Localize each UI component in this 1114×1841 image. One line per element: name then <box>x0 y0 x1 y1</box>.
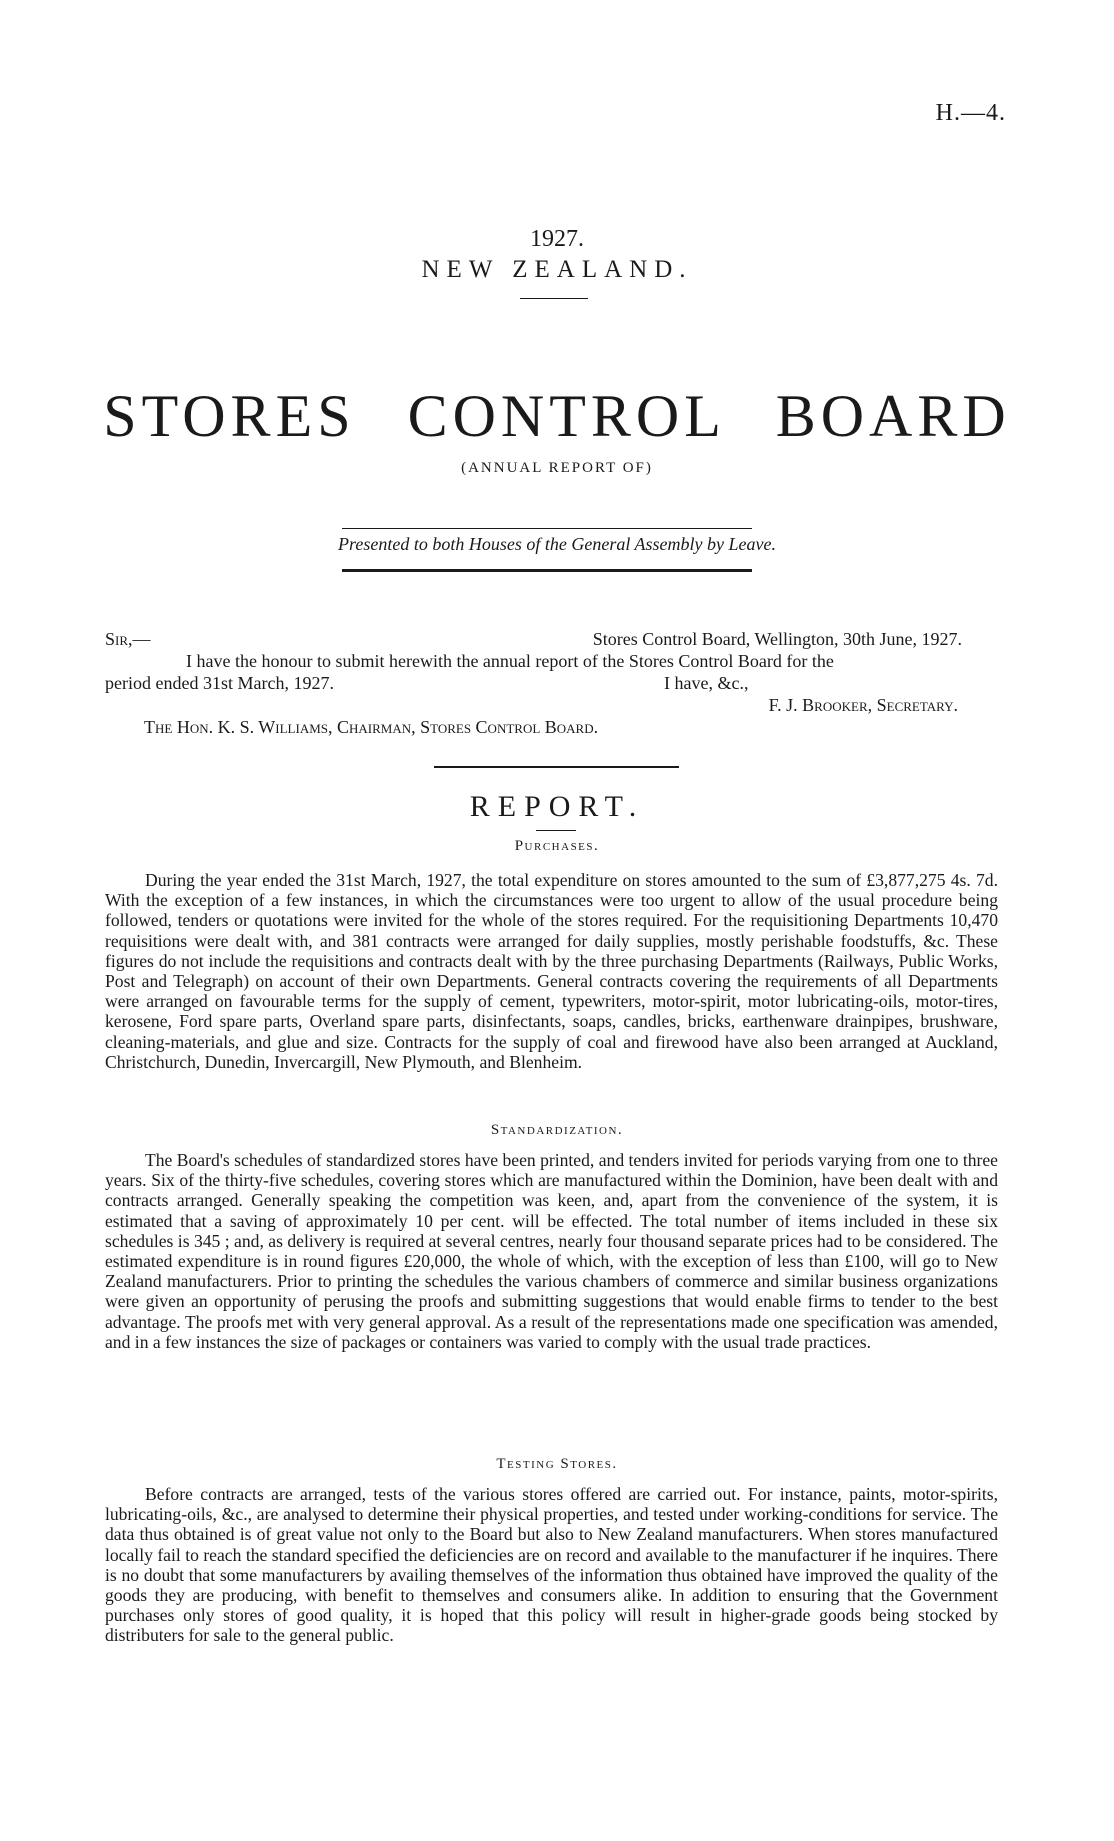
section-body-purchases: During the year ended the 31st March, 1927, the total expenditure on stores amounted to the sum of £3,877,275 4s. 7d. With the exception of a few instances, in which the circumstances were too urgent to allow of the usual procedure being followed, tenders or quotations were invited for the whole of the stores required. For the requisitioning Departments 10,470 requisitions were dealt with, and 381 contracts were arranged for daily supplies, mostly perishable foodstuffs, &c. These figures do not include the requisitions and contracts dealt with by the three purchasing Departments (Railways, Public Works, Post and Telegraph) on account of their own Departments. General contracts covering the requirements of all Departments were arranged on favourable terms for the supply of cement, typewriters, motor-spirit, motor lubricating-oils, motor-tires, kerosene, Ford spare parts, Overland spare parts, disinfectants, soaps, candles, bricks, earthenware drainpipes, brushware, cleaning-materials, and glue and size. Contracts for the supply of coal and firewood have also been arranged at Auckland, Christchurch, Dunedin, Invercargill, New Plymouth, and Blenheim. <box>105 870 998 1072</box>
presented-top-rule <box>342 528 752 529</box>
letter-closing: I have, &c., <box>664 673 749 693</box>
letter-body-line-2: period ended 31st March, 1927. <box>105 673 334 693</box>
report-year: 1927. <box>530 226 584 252</box>
letter-signature: F. J. Brooker, Secretary. <box>768 695 958 715</box>
short-divider <box>520 298 588 299</box>
section-body-testing-stores: Before contracts are arranged, tests of the various stores offered are carried out. For instance, paints, motor-spirits, lubricating-oils, &c., are analysed to determine their physical properties, and tested under working-conditions for service. The data thus obtained is of great value not only to the Board but also to New Zealand manufacturers. When stores manufactured locally fail to reach the standard specified the deficiencies are on record and available to the manufacturer if he inquires. There is no doubt that some manufacturers by availing themselves of the information thus obtained have improved the quality of the goods they are producing, with benefit to themselves and consumers alike. In addition to ensuring that the Government purchases only stores of good quality, it is hoped that this policy will result in higher-grade goods being stocked by distributers for sale to the general public. <box>105 1484 998 1646</box>
document-title: STORES CONTROL BOARD <box>103 383 1011 449</box>
section-body-standardization: The Board's schedules of standardized stores have been printed, and tenders invited for periods varying from one to three years. Six of the thirty-five schedules, covering stores which are manufactured within the Dominion, have been dealt with and contracts arranged. Generally speaking the competition was keen, and, apart from the convenience of the system, it is estimated that a saving of approximately 10 per cent. will be effected. The total number of items included in these six schedules is 345 ; and, as delivery is required at several centres, nearly four thousand separate prices had to be considered. The estimated expenditure is in round figures £20,000, the whole of which, with the exception of less than £100, will go to New Zealand manufacturers. Prior to printing the schedules the various chambers of commerce and similar business organizations were given an opportunity of perusing the proofs and submitting suggestions that would enable firms to tender to the best advantage. The proofs met with very general approval. As a result of the representations made one specification was amended, and in a few instances the size of packages or containers was varied to comply with the usual trade practices. <box>105 1150 998 1352</box>
report-heading-underline <box>536 830 576 831</box>
section-heading-standardization: Standardization. <box>490 1122 624 1138</box>
section-heading-testing-stores: Testing Stores. <box>496 1456 618 1472</box>
section-heading-purchases: Purchases. <box>514 838 600 854</box>
presented-bottom-rule <box>342 569 752 572</box>
letter-salutation: Sir,— <box>105 629 151 649</box>
report-divider <box>434 766 679 768</box>
letter-address: Stores Control Board, Wellington, 30th June, 1927. <box>592 629 962 649</box>
report-heading: REPORT. <box>469 790 645 823</box>
letter-body-line-1: I have the honour to submit herewith the annual report of the Stores Control Board for the <box>186 651 834 671</box>
presented-line: Presented to both Houses of the General Assembly by Leave. <box>338 534 776 554</box>
document-subtitle: (ANNUAL REPORT OF) <box>461 460 653 476</box>
page-reference: H.—4. <box>935 100 1006 126</box>
letter-recipient: The Hon. K. S. Williams, Chairman, Stores Control Board. <box>144 717 599 737</box>
country-heading: NEW ZEALAND. <box>421 256 693 283</box>
